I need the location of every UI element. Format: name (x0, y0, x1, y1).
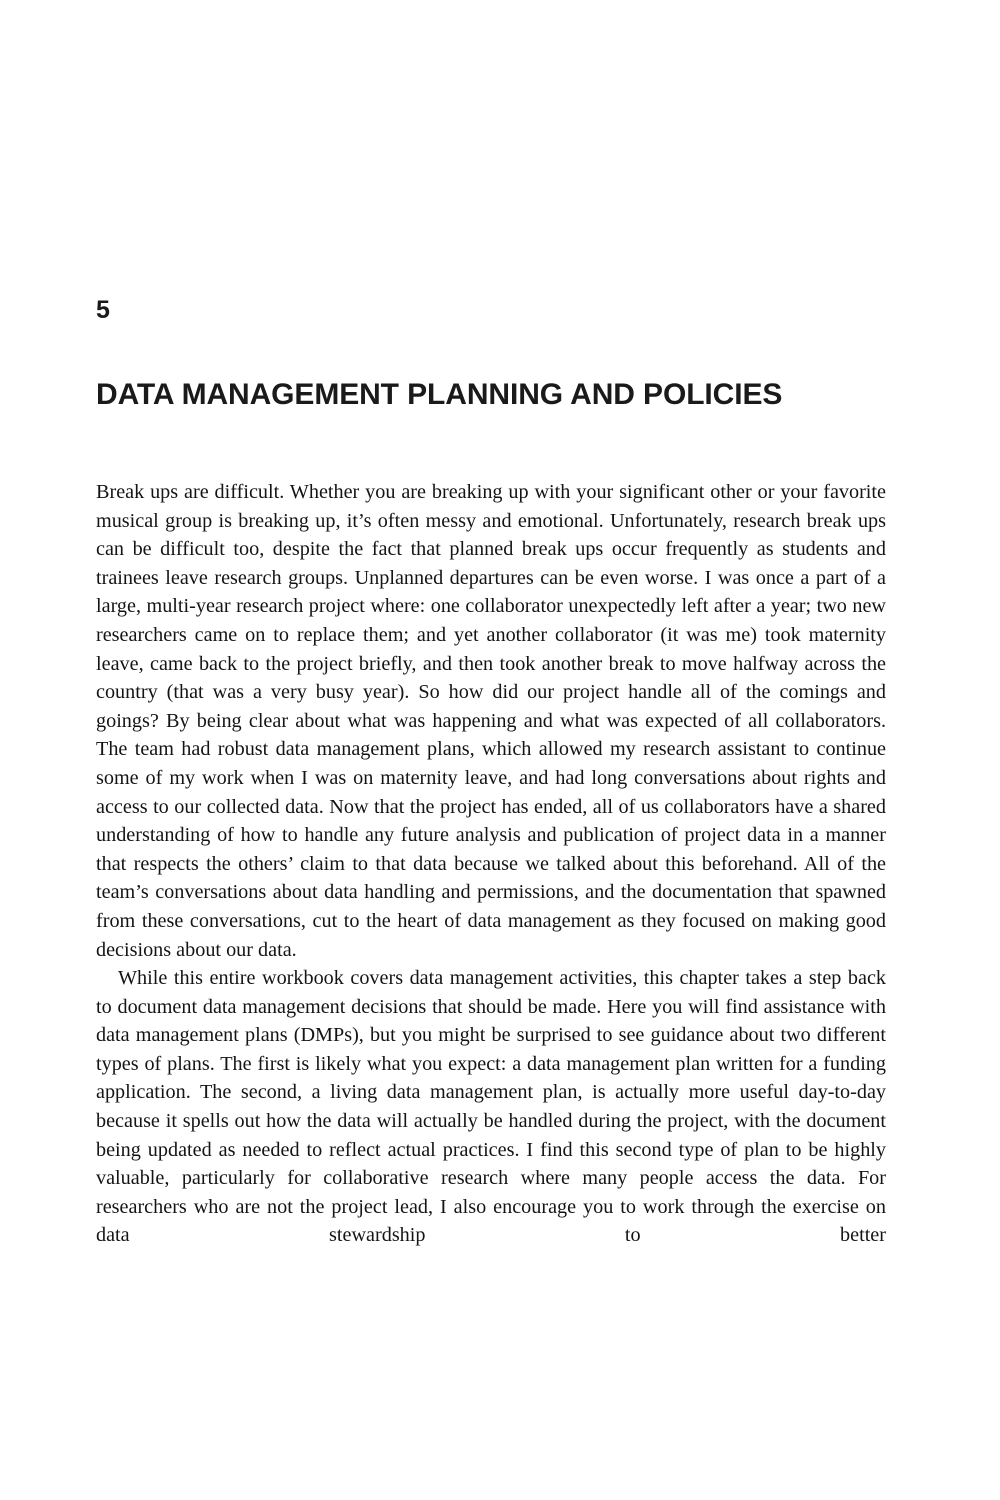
chapter-title: DATA MANAGEMENT PLANNING AND POLICIES (96, 378, 783, 412)
paragraph: Break ups are difficult. Whether you are breaking up with your significant other or your favorite musical group is breaking up, it’s often messy and emotional. Unfortunately, research break ups can be difficult too, despite the fact that planned break ups occur frequently as students and trainees leave research groups. Unplanned departures can be even worse. I was once a part of a large, multi-year research project where: one collaborator unexpectedly left after a year; two new researchers came on to replace them; and yet another collaborator (it was me) took maternity leave, came back to the project briefly, and then took another break to move halfway across the country (that was a very busy year). So how did our project handle all of the comings and goings? By being clear about what was happening and what was expected of all collaborators. The team had robust data management plans, which allowed my research assistant to continue some of my work when I was on maternity leave, and had long conversations about rights and access to our collected data. Now that the project has ended, all of us collaborators have a shared understanding of how to handle any future analysis and publication of project data in a manner that respects the others’ claim to that data because we talked about this beforehand. All of the team’s conversations about data handling and permissions, and the documentation that spawned from these conversations, cut to the heart of data management as they focused on making good decisions about our data. (96, 481, 886, 961)
body-text (96, 478, 886, 1279)
chapter-number: 5 (96, 296, 111, 324)
paragraph: While this entire workbook covers data management activities, this chapter takes a step back to document data management decisions that should be made. Here you will find assistance with data management plans (DMPs), but you might be surprised to see guidance about two different types of plans. The first is likely what you expect: a data management plan written for a funding application. The second, a living data management plan, is actually more useful day-to-day because it spells out how the data will actually be handled during the project, with the document being updated as needed to reflect actual practices. I find this second type of plan to be highly valuable, particularly for collaborative research where many people access the data. For researchers who are not the project lead, I also encourage you to work through the exercise on data stewardship to better (96, 967, 886, 1247)
